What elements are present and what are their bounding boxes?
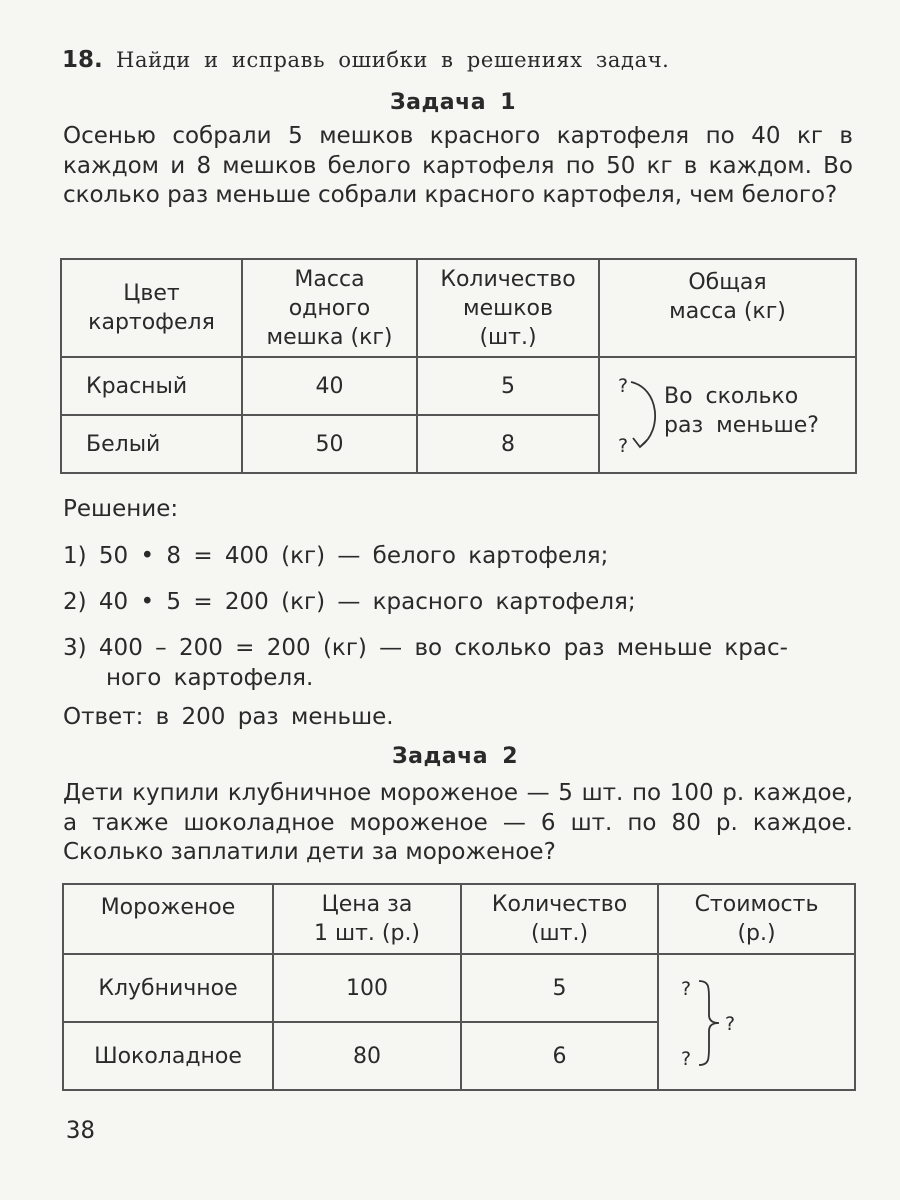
header-count: Количество (шт.) <box>461 884 658 954</box>
exercise-number: 18. <box>62 47 103 73</box>
header-cost: Стоимость (р.) <box>658 884 855 954</box>
solution-label: Решение: <box>63 496 179 522</box>
step-text: 40 • 5 = 200 (кг) — красного картофеля; <box>98 589 636 615</box>
comparison-annotation: Во сколько раз меньше? <box>664 384 819 438</box>
step-continuation: ного картофеля. <box>106 665 314 691</box>
cell-ice-cream: Шоколадное <box>63 1022 273 1090</box>
header-ice-cream: Мороженое <box>63 884 273 954</box>
cell-total-mass-merged <box>599 357 856 473</box>
solution-step <box>63 635 788 661</box>
solution-step <box>63 543 608 569</box>
table-row <box>61 357 856 415</box>
header-price: Цена за 1 шт. (р.) <box>273 884 461 954</box>
table-header-row <box>63 884 855 954</box>
cell-count: 5 <box>417 357 599 415</box>
cell-mass: 50 <box>242 415 417 473</box>
step-text: 400 – 200 = 200 (кг) — во сколько раз меньше крас- <box>98 635 788 661</box>
cell-price: 80 <box>273 1022 461 1090</box>
cell-count: 5 <box>461 954 658 1022</box>
step-number: 2) <box>63 589 87 615</box>
table-row <box>63 954 855 1022</box>
task1-title: Задача 1 <box>390 90 517 115</box>
question-mark: ? <box>725 1013 736 1035</box>
task1-text: Осенью собрали 5 мешков красного картофеля по 40 кг в каждом и 8 мешков белого картофеля по 50 кг в каждом. Во сколько раз меньше собрали красного картофеля, чем белого? <box>63 123 853 208</box>
exercise-instruction: Найди и исправь ошибки в решениях задач. <box>116 48 670 72</box>
step-number: 3) <box>63 635 87 661</box>
cell-mass: 40 <box>242 357 417 415</box>
task2-table <box>62 883 856 1091</box>
cell-price: 100 <box>273 954 461 1022</box>
question-mark: ? <box>681 978 692 1000</box>
task2-text: Дети купили клубничное мороженое — 5 шт. по 100 р. каждое, а также шоколадное мороженое — 6 шт. по 80 р. каждое. Сколько заплатили дети за мороженое? <box>63 780 853 865</box>
header-total-mass: Общая масса (кг) <box>599 259 856 357</box>
cell-cost-merged <box>658 954 855 1090</box>
step-text: 50 • 8 = 400 (кг) — белого картофеля; <box>98 543 609 569</box>
task2-title: Задача 2 <box>392 744 519 769</box>
header-mass-per-bag: Масса одного мешка (кг) <box>242 259 417 357</box>
header-color: Цвет картофеля <box>61 259 242 357</box>
header-bag-count: Количество мешков (шт.) <box>417 259 599 357</box>
question-mark: ? <box>618 375 629 397</box>
cell-count: 6 <box>461 1022 658 1090</box>
question-mark: ? <box>618 435 629 457</box>
page-number: 38 <box>66 1116 95 1144</box>
solution-step <box>63 589 636 615</box>
cell-ice-cream: Клубничное <box>63 954 273 1022</box>
exercise-heading <box>62 47 669 73</box>
table-header-row <box>61 259 856 357</box>
cell-count: 8 <box>417 415 599 473</box>
task1-table <box>60 258 857 474</box>
cell-color: Красный <box>61 357 242 415</box>
answer: Ответ: в 200 раз меньше. <box>63 704 394 730</box>
question-mark: ? <box>681 1048 692 1070</box>
compare-arrow-icon <box>625 376 665 456</box>
step-number: 1) <box>63 543 87 569</box>
brace-icon <box>695 977 725 1069</box>
cell-color: Белый <box>61 415 242 473</box>
